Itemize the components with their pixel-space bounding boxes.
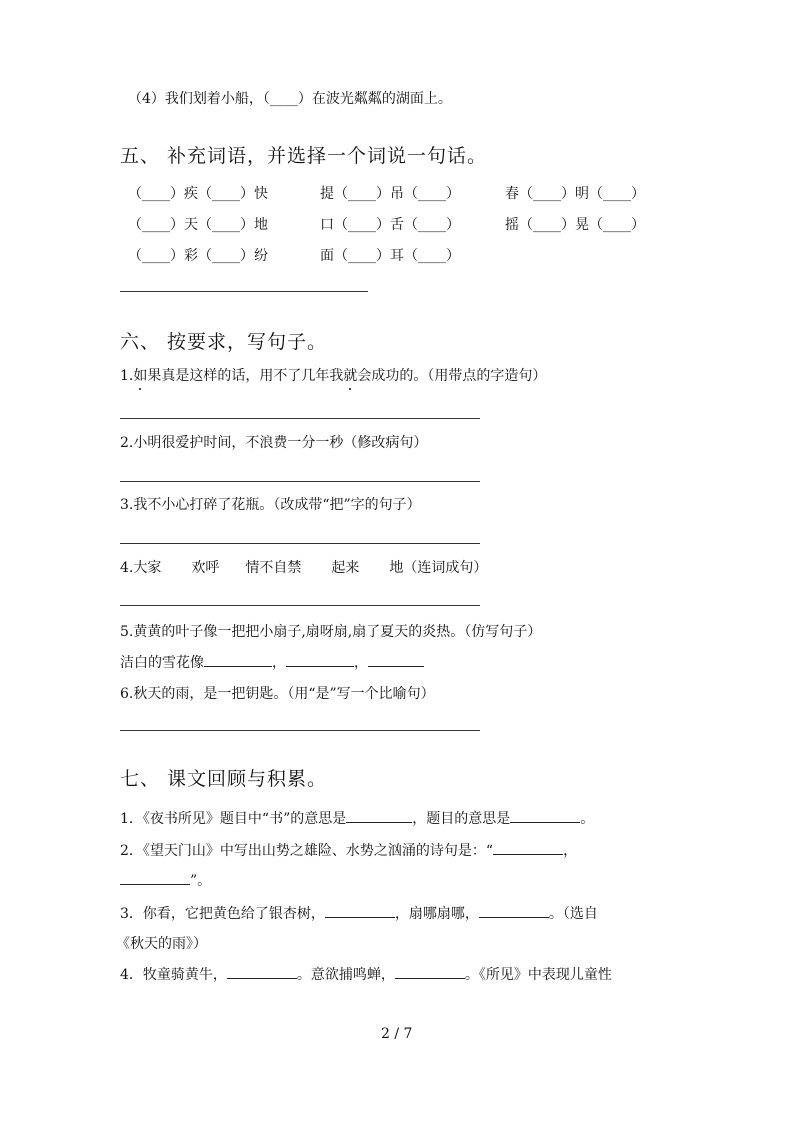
review-line-1: 1．《夜书所见》题目中“书”的意思是 ，题目的意思是 。 <box>120 811 595 827</box>
review-line-4: 3．你看，它把黄色给了银杏树， ，扇哪扇哪， 。（选自 <box>120 906 598 922</box>
question-5: 5.黄黄的叶子像一把把小扇子,扇呀扇,扇了夏天的炎热。（仿写句子） <box>120 624 542 640</box>
word-blank-8: 面（____）耳（____） <box>320 248 460 264</box>
review-line-6: 4．牧童骑黄牛， 。意欲捕鸣蝉， 。《所见》中表现儿童性 <box>120 967 612 983</box>
question-3: 3.我不小心打碎了花瓶。（改成带“把”字的句子） <box>120 497 421 513</box>
question-5-fill: 洁白的雪花像 ， ， <box>120 652 424 672</box>
review-line-3: ”。 <box>120 870 211 890</box>
answer-line-3 <box>120 543 480 544</box>
word-blank-3: 春（____）明（____） <box>505 186 645 202</box>
answer-line-4 <box>120 605 480 606</box>
section-7-title: 七、 课文回顾与积累。 <box>120 768 328 790</box>
word-blank-6: 摇（____）晃（____） <box>505 217 645 233</box>
section-6-title: 六、 按要求，写句子。 <box>120 331 328 353</box>
section-5-title: 五、 补充词语，并选择一个词说一句话。 <box>120 145 488 167</box>
word-blank-4: （____）天（____）地 <box>128 217 268 233</box>
page-number: 2 / 7 <box>381 1026 413 1042</box>
word-blank-2: 提（____）吊（____） <box>320 186 460 202</box>
review-line-5: 《秋天的雨》） <box>116 936 207 952</box>
word-blank-1: （____）疾（____）快 <box>128 186 268 202</box>
answer-line-6 <box>120 730 480 731</box>
q4-fill-sentence: （4）我们划着小船，（____）在波光粼粼的湖面上。 <box>128 91 452 107</box>
question-4: 4.大家 欢呼 情不自禁 起来 地（连词成句） <box>120 560 488 576</box>
word-blank-5: 口（____）舌（____） <box>320 217 460 233</box>
question-2: 2.小明很爱护时间，不浪费一分一秒（修改病句） <box>120 435 428 451</box>
answer-line-1 <box>120 418 480 419</box>
answer-line <box>120 291 368 292</box>
question-1: 1.如果真是这样的话，用不了几年我就会成功的。（用带点的字造句） <box>120 368 547 384</box>
answer-line-2 <box>120 481 480 482</box>
question-6: 6.秋天的雨，是一把钥匙。（用“是”写一个比喻句） <box>120 686 435 702</box>
review-line-2: 2．《望天门山》中写出山势之雄险、水势之汹涌的诗句是：“ ， <box>120 843 578 859</box>
word-blank-7: （____）彩（____）纷 <box>128 248 268 264</box>
